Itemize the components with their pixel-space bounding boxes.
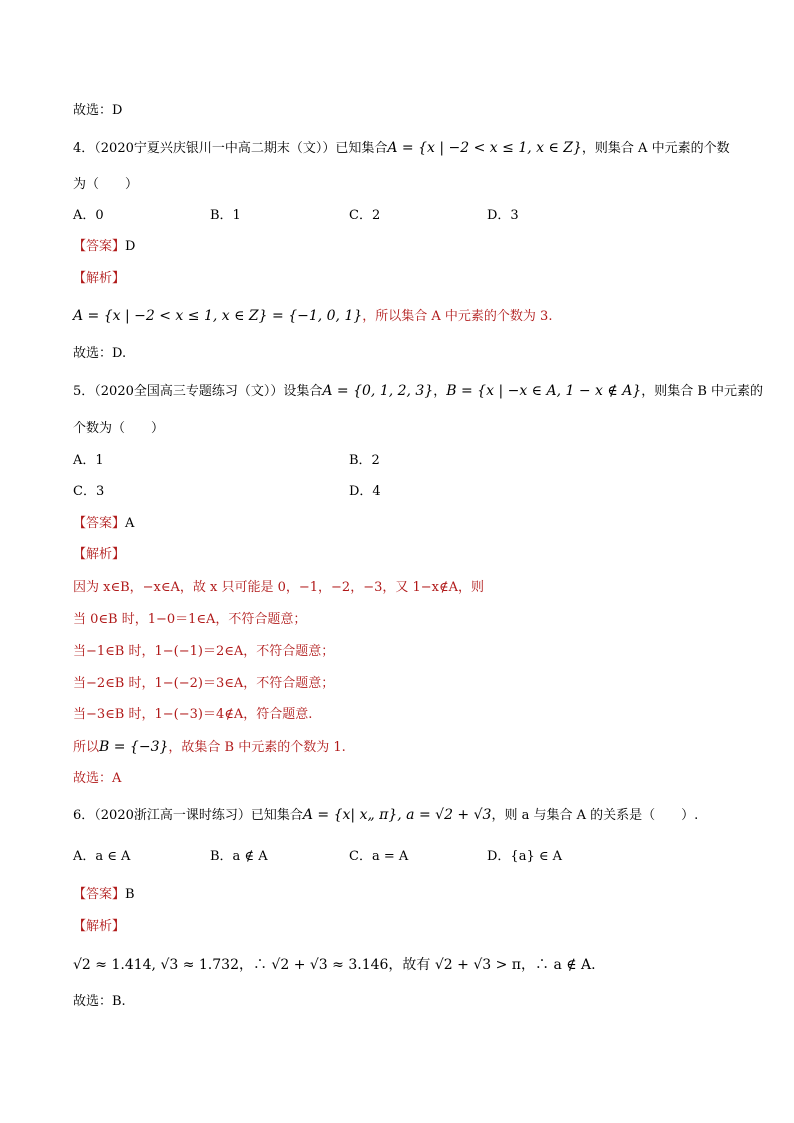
q6-option-b: B．a ∉ A (210, 849, 268, 864)
q6-analysis: √2 ≈ 1.414, √3 ≈ 1.732，∴ √2 + √3 ≈ 3.146，故有 √2 + √3 > π，∴ a ∉ A. (73, 957, 596, 973)
q4-stem-post: ，则集合 A 中元素的个数 (581, 141, 730, 156)
q4-option-c: C．2 (349, 208, 381, 223)
q6-stem-pre: 6．（2020浙江高一课时练习）已知集合 (73, 808, 303, 823)
q6-answer (73, 886, 135, 904)
q5-summary-pre: 所以 (73, 740, 100, 755)
q4-answer (73, 238, 135, 256)
q5-option-d: D．4 (349, 484, 381, 499)
q5-answer-value: A (125, 516, 135, 531)
q4-stem-pre: 4．（2020宁夏兴庆银川一中高二期末（文））已知集合 (73, 141, 388, 156)
q5-option-a: A．1 (73, 453, 104, 468)
q6-stem-post: ，则 a 与集合 A 的关系是（ ）. (491, 808, 699, 823)
q4-answer-label: 【答案】 (73, 239, 126, 254)
q5-analysis-line: 因为 x∈B，−x∈A，故 x 只可能是 0，−1，−2，−3，又 1−x∉A，则 (73, 580, 485, 595)
q6-analysis-label: 【解析】 (73, 919, 126, 934)
q6-stem (73, 806, 698, 825)
q5-summary-math: B = {−3} (99, 739, 169, 755)
q4-set-expression: A = {x | −2 < x ≤ 1, x ∈ Z} (387, 140, 582, 156)
q5-answer-label: 【答案】 (73, 516, 126, 531)
q6-answer-value: B (125, 887, 135, 902)
q5-analysis-line: 当−3∈B 时，1−(−3)＝4∉A，符合题意. (73, 707, 313, 722)
q6-option-c: C．a = A (349, 849, 409, 864)
q5-analysis-line: 当−2∈B 时，1−(−2)＝3∈A，不符合题意； (73, 676, 335, 691)
q6-set-expression: A = {x| x„ π}, a = √2 + √3 (302, 807, 492, 823)
q5-conclusion: 故选：A (73, 771, 122, 786)
q6-answer-label: 【答案】 (73, 887, 126, 902)
q4-option-a: A．0 (73, 208, 104, 223)
q4-analysis-label: 【解析】 (73, 271, 126, 286)
q5-analysis-label: 【解析】 (73, 547, 126, 562)
q5-option-c: C．3 (73, 484, 105, 499)
q6-option-d: D．{a} ∈ A (487, 849, 562, 864)
q5-stem-pre: 5．（2020全国高三专题练习（文））设集合 (73, 384, 323, 399)
q5-analysis-line: 当−1∈B 时，1−(−1)＝2∈A，不符合题意； (73, 644, 335, 659)
q4-analysis-math: A = {x | −2 < x ≤ 1, x ∈ Z} = {−1, 0, 1} (73, 308, 363, 324)
q4-option-b: B．1 (210, 208, 241, 223)
q5-stem: 5．（2020全国高三专题练习（文））设集合A = {0, 1, 2, 3}，B = {x | −x ∈ A, 1 − x ∉ A}，则集合 B 中元素的 (73, 383, 764, 399)
q4-option-d: D．3 (487, 208, 519, 223)
q5-stem-continued: 个数为（ ） (73, 421, 165, 436)
q5-set-a: A = {0, 1, 2, 3} (322, 383, 434, 399)
q4-stem-continued: 为（ ） (73, 177, 139, 192)
q5-summary-post: ，故集合 B 中元素的个数为 1. (168, 740, 346, 755)
q4-conclusion: 故选：D. (73, 346, 127, 361)
q5-option-b: B．2 (349, 453, 380, 468)
q3-conclusion: 故选：D (73, 103, 123, 118)
q4-analysis (73, 307, 552, 326)
q5-analysis-line: 当 0∈B 时，1−0＝1∈A，不符合题意； (73, 612, 307, 627)
q5-set-b: B = {x | −x ∈ A, 1 − x ∉ A} (446, 383, 642, 399)
q6-option-a: A．a ∈ A (73, 849, 131, 864)
q4-analysis-text: ，所以集合 A 中元素的个数为 3. (362, 309, 553, 324)
q5-stem-post: ，则集合 B 中元素的 (641, 384, 764, 399)
q5-summary (73, 738, 346, 757)
q6-conclusion: 故选：B. (73, 994, 126, 1009)
q4-answer-value: D (125, 239, 136, 254)
q5-answer (73, 515, 134, 533)
q4-stem (73, 139, 730, 158)
